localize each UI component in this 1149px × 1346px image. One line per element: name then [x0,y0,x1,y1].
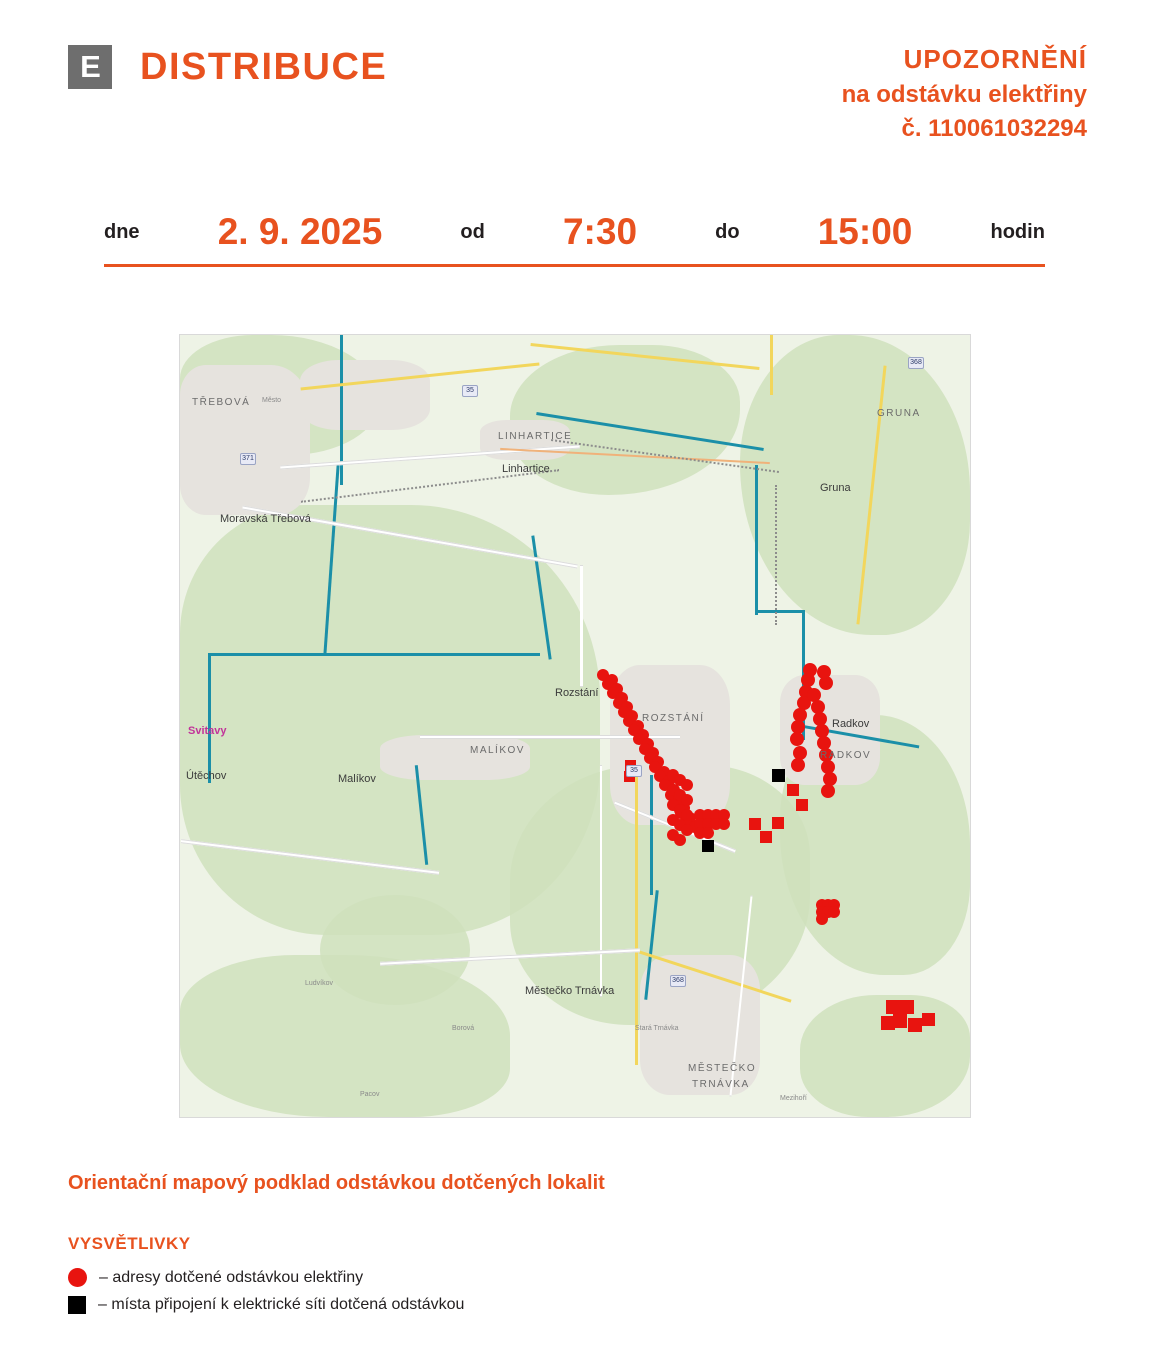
map-label: Rozstání [555,687,599,699]
affected-address-marker-square [886,1000,900,1014]
map-label: Město [262,397,282,404]
affected-address-marker-square [881,1016,895,1030]
affected-address-marker [828,906,840,918]
affected-address-marker [718,818,730,830]
affected-address-marker-square [908,1018,922,1032]
notice-subtitle: na odstávku elektřiny [841,81,1087,108]
map-label: ROZSTÁNÍ [642,713,705,724]
label-from: od [460,220,485,243]
affected-address-marker [817,665,831,679]
map-label: Městečko Trnávka [525,985,615,997]
map-label: Útěchov [186,770,227,782]
map-label: Moravská Třebová [220,513,311,525]
affected-address-marker-square [787,784,799,796]
map-label: TRNÁVKA [692,1079,750,1090]
affected-address-marker-square [796,799,808,811]
page-header [0,0,1149,170]
notice-block [842,44,1087,143]
cez-logo-icon: E [68,45,112,89]
map-label: LINHARTICE [498,431,573,442]
label-hours: hodin [990,220,1045,243]
map-label: Malíkov [338,773,376,785]
map-label: Linhartice [502,463,550,475]
map-label: Ludvíkov [305,980,334,987]
affected-address-marker-square [772,817,784,829]
notice-number: č. 110061032294 [901,115,1087,142]
outage-datetime-bar [0,200,1149,292]
legend-item-addresses [68,1268,363,1287]
affected-address-marker [702,827,714,839]
affected-address-marker [674,834,686,846]
road-shield-icon: 35 [626,765,642,777]
legend-item-connections [68,1296,464,1314]
affected-address-marker [791,758,805,772]
affected-address-marker-square [900,1000,914,1014]
map-label: Radkov [832,718,870,730]
map-caption: Orientační mapový podklad odstávkou dotčených lokalit [68,1172,605,1194]
affected-address-marker-square [749,818,761,830]
affected-address-marker-square [893,1014,907,1028]
map-label: TŘEBOVÁ [192,397,251,408]
map-label: RADKOV [820,750,872,761]
connection-point-marker [702,840,714,852]
map-label: Stará Trnávka [635,1025,679,1032]
brand-logo [68,45,387,89]
notice-title: UPOZORNĚNÍ [903,44,1087,74]
connection-point-marker [772,769,785,782]
legend-addresses-label: – adresy dotčené odstávkou elektřiny [99,1268,364,1286]
outage-time-to: 15:00 [817,211,913,252]
outage-map[interactable] [179,334,971,1118]
map-label: Mezihoří [780,1095,807,1102]
road-shield-icon: 35 [462,385,478,397]
affected-address-marker-square [922,1013,935,1026]
red-circle-icon [68,1268,87,1287]
map-label: MALÍKOV [470,745,525,756]
map-label: GRUNA [877,408,921,419]
affected-address-marker [790,732,804,746]
map-label: Gruna [820,482,851,494]
brand-name: DISTRIBUCE [140,45,388,88]
map-label: Borová [452,1025,475,1032]
outage-date: 2. 9. 2025 [217,211,383,252]
label-to: do [715,220,740,243]
affected-address-marker [821,784,835,798]
map-label: Pacov [360,1091,380,1098]
road-shield-icon: 368 [670,975,686,987]
affected-address-marker-square [760,831,772,843]
outage-time-from: 7:30 [562,211,638,252]
affected-address-marker [816,913,828,925]
label-date: dne [104,220,140,243]
map-label: Svitavy [188,725,227,737]
road-shield-icon: 371 [240,453,256,465]
legend-connections-label: – místa připojení k elektrické síti dotčená odstávkou [98,1296,465,1313]
road-shield-icon: 368 [908,357,924,369]
map-label: MĚSTEČKO [688,1063,757,1074]
legend-title: VYSVĚTLIVKY [68,1234,191,1253]
black-square-icon [68,1296,86,1314]
